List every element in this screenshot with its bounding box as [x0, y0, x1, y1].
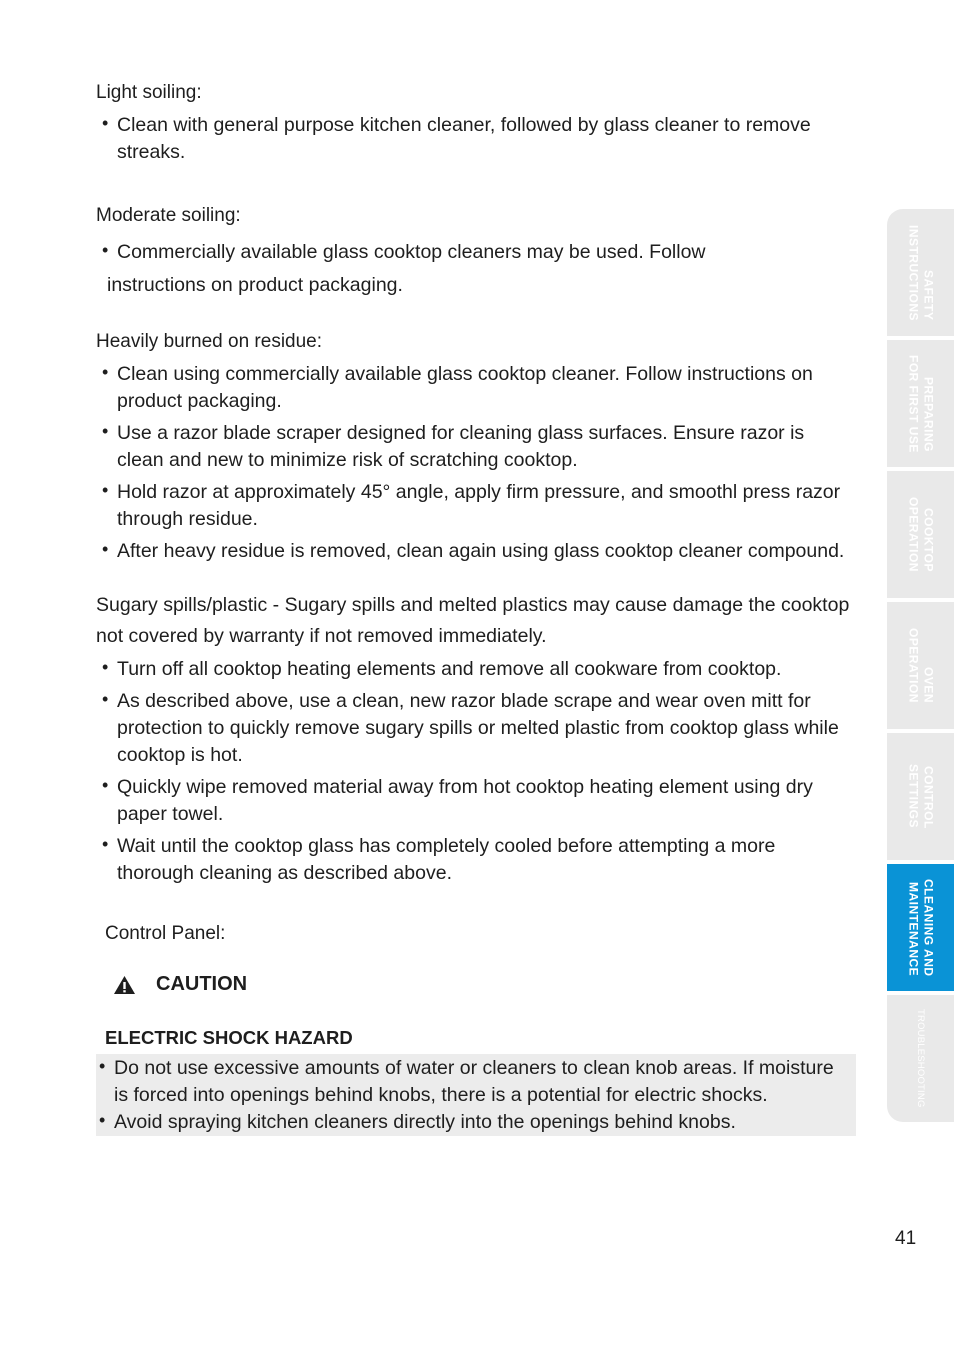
tab-label: CLEANING AND MAINTENANCE — [906, 878, 936, 977]
tab-label: SAFETY INSTRUCTIONS — [906, 224, 936, 321]
tab-label: COOKTOP OPERATION — [906, 497, 936, 572]
manual-content — [96, 80, 856, 1136]
section-tabs — [887, 209, 954, 1122]
warning-triangle-icon — [113, 975, 136, 995]
moderate-soiling-list — [96, 236, 856, 269]
list-item: • Do not use excessive amounts of water or cleaners to clean knob areas. If moisture is forced into openings behind knobs, there is a potential for electric shocks. — [96, 1055, 844, 1109]
tab-cleaning-and-maintenance[interactable] — [887, 864, 954, 991]
tab-label: TROUBLESHOOTING — [915, 1009, 926, 1108]
warning-list — [96, 1055, 844, 1136]
heavy-residue-heading: Heavily burned on residue: — [96, 331, 323, 352]
tab-cooktop-operation[interactable] — [887, 471, 954, 598]
light-soiling-list — [96, 112, 856, 166]
sugary-spills-list — [96, 656, 856, 887]
list-item: • Hold razor at approximately 45° angle, apply firm pressure, and smoothl press razor through residue. — [96, 479, 856, 533]
sugary-spills-paragraph: Sugary spills/plastic - Sugary spills and melted plastics may cause damage the cooktop not covered by warranty if not removed immediately. — [96, 594, 850, 647]
tab-label: PREPARING FOR FIRST USE — [906, 354, 936, 453]
caution-row — [96, 973, 856, 996]
tab-troubleshooting[interactable] — [887, 995, 954, 1122]
list-item: • Quickly wipe removed material away from hot cooktop heating element using dry paper towel. — [96, 774, 856, 828]
tab-safety-instructions[interactable] — [887, 209, 954, 336]
list-item: • Avoid spraying kitchen cleaners directly into the openings behind knobs. — [96, 1109, 844, 1136]
tab-label: CONTROL SETTINGS — [906, 764, 936, 829]
tab-label: OVEN OPERATION — [906, 628, 936, 703]
list-item: • Clean using commercially available glass cooktop cleaner. Follow instructions on product packaging. — [96, 361, 856, 415]
tab-oven-operation[interactable] — [887, 602, 954, 729]
list-item: • Turn off all cooktop heating elements and remove all cookware from cooktop. — [96, 656, 856, 683]
control-panel-heading: Control Panel: — [105, 923, 226, 944]
tab-control-settings[interactable] — [887, 733, 954, 860]
list-item: • After heavy residue is removed, clean again using glass cooktop cleaner compound. — [96, 538, 856, 565]
page-number: 41 — [895, 1228, 917, 1249]
hazard-title: ELECTRIC SHOCK HAZARD — [105, 1027, 353, 1048]
list-item: • As described above, use a clean, new razor blade scrape and wear oven mitt for protection to quickly remove sugary spills or melted plastic from cooktop glass while cooktop is hot. — [96, 688, 856, 769]
warning-box — [96, 1054, 856, 1136]
list-item: • Commercially available glass cooktop cleaners may be used. Follow — [96, 236, 856, 269]
tab-preparing-for-first-use[interactable] — [887, 340, 954, 467]
list-item: • Clean with general purpose kitchen cleaner, followed by glass cleaner to remove streaks. — [96, 112, 856, 166]
list-item: • Wait until the cooktop glass has completely cooled before attempting a more thorough cleaning as described above. — [96, 833, 856, 887]
heavy-residue-list — [96, 361, 856, 565]
caution-label: CAUTION — [156, 973, 248, 995]
list-item: • Use a razor blade scraper designed for cleaning glass surfaces. Ensure razor is clean and new to minimize risk of scratching cooktop. — [96, 420, 856, 474]
moderate-continuation: instructions on product packaging. — [107, 274, 403, 296]
moderate-soiling-heading: Moderate soiling: — [96, 205, 241, 226]
light-soiling-heading: Light soiling: — [96, 82, 202, 103]
